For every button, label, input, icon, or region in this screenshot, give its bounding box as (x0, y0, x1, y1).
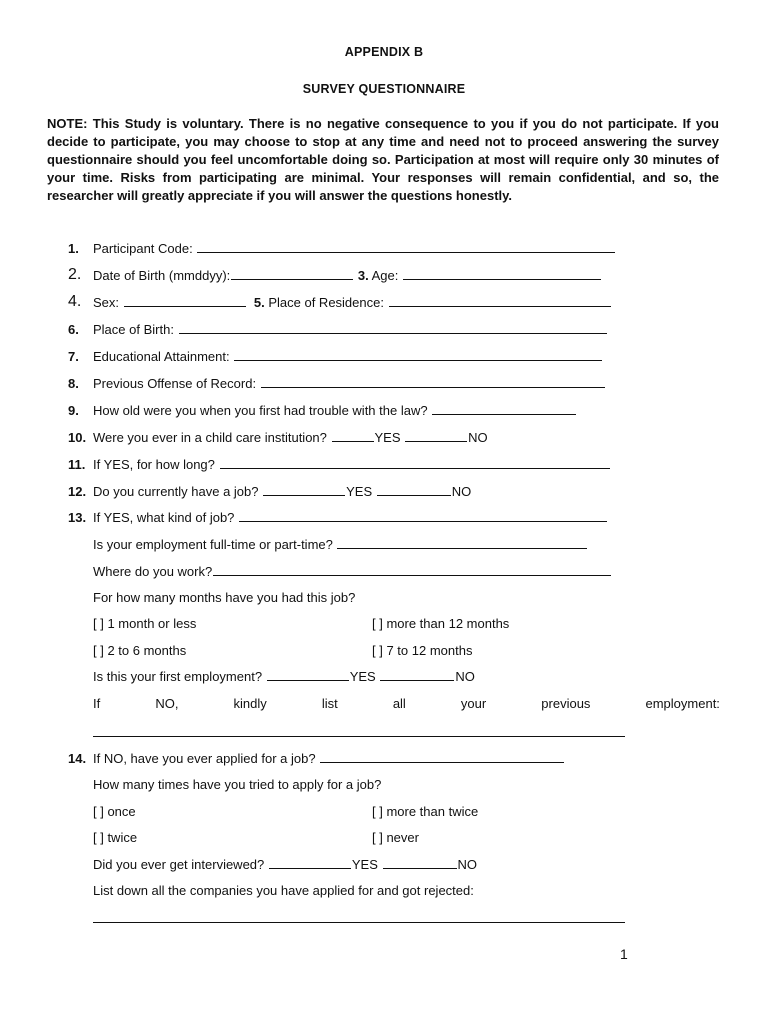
place-of-birth-field[interactable] (179, 321, 607, 334)
question-number: 6. (68, 322, 79, 337)
no-blank[interactable] (377, 483, 451, 496)
question-label: Do you currently have a job? (93, 484, 259, 499)
months-question-row (0, 589, 768, 607)
word: employment: (645, 696, 720, 711)
question-9 (0, 402, 768, 420)
question-label: If NO, have you ever applied for a job? (93, 751, 316, 766)
employment-type-label: Is your employment full-time or part-time? (93, 537, 333, 552)
offense-field[interactable] (261, 375, 605, 388)
consent-note: NOTE: This Study is voluntary. There is no negative consequence to you if you do not participate. If you decide to participate, you may choose to stop at any time and need not to proceed answering the survey questionnaire should you feel uncomfortable doing so. Participation at most will require only 30 minutes of your time. Risks from participating are minimal. Your responses will remain confidential, and so, the researcher will greatly appreciate if you will answer the questions honestly. (47, 116, 719, 203)
question-label: Participant Code: (93, 241, 193, 256)
option-more-than-12-months[interactable]: [ ] more than 12 months (372, 616, 510, 631)
word: list (321, 696, 338, 711)
times-options-row-2 (0, 829, 768, 847)
question-number: 13. (68, 510, 87, 525)
question-label: How old were you when you first had trouble with the law? (93, 403, 428, 418)
first-employment-label: Is this your first employment? (93, 669, 263, 684)
rejected-companies-label: List down all the companies you have applied for and got rejected: (93, 883, 474, 898)
months-options-row-2 (0, 642, 768, 660)
no-label: NO (468, 430, 488, 445)
question-4 (0, 294, 768, 312)
question-label: If YES, what kind of job? (93, 510, 235, 525)
page-title: SURVEY QUESTIONNAIRE (302, 82, 466, 96)
no-label: NO (451, 484, 472, 499)
yes-blank[interactable] (269, 856, 351, 869)
question-label: Sex: (93, 295, 120, 310)
interviewed-row (0, 856, 768, 874)
question-6 (0, 321, 768, 339)
word: all (392, 696, 406, 711)
question-13 (0, 509, 768, 527)
question-number: 14. (68, 751, 87, 766)
education-field[interactable] (234, 348, 602, 361)
yes-label: YES (349, 669, 376, 684)
residence-label: Place of Residence: (268, 295, 384, 310)
question-number: 7. (68, 349, 79, 364)
question-number: 11. (68, 457, 86, 472)
times-options-row-1 (0, 803, 768, 821)
yes-label: YES (374, 430, 401, 445)
apply-times-question: How many times have you tried to apply for a job? (93, 777, 382, 792)
question-number: 1. (68, 241, 79, 256)
previous-employment-field[interactable] (93, 736, 625, 737)
apply-times-row (0, 776, 768, 794)
where-work-row (0, 563, 768, 581)
question-number-5: 5. (253, 295, 265, 310)
age-first-trouble-field[interactable] (432, 402, 576, 415)
question-label: Educational Attainment: (93, 349, 230, 364)
option-twice[interactable]: [ ] twice (93, 830, 138, 845)
word: your (460, 696, 487, 711)
question-10 (0, 429, 768, 447)
question-8 (0, 375, 768, 393)
option-more-than-twice[interactable]: [ ] more than twice (372, 804, 479, 819)
no-label: NO (457, 857, 478, 872)
no-blank[interactable] (380, 668, 454, 681)
previous-employment-prompt (93, 696, 720, 711)
applied-job-field[interactable] (320, 750, 564, 763)
residence-field[interactable] (389, 294, 611, 307)
word: If (93, 696, 101, 711)
job-kind-field[interactable] (239, 509, 607, 522)
question-14 (0, 750, 768, 768)
employment-type-field[interactable] (337, 536, 587, 549)
where-work-field[interactable] (213, 563, 611, 576)
question-label: Place of Birth: (93, 322, 174, 337)
sex-field[interactable] (124, 294, 246, 307)
question-number: 10. (68, 430, 87, 445)
date-of-birth-field[interactable] (231, 267, 353, 280)
months-question: For how many months have you had this job? (93, 590, 356, 605)
rejected-companies-field[interactable] (93, 922, 625, 923)
question-number-3: 3. (357, 268, 369, 283)
yes-label: YES (346, 484, 373, 499)
duration-field[interactable] (220, 456, 610, 469)
question-12 (0, 483, 768, 501)
yes-blank[interactable] (267, 668, 349, 681)
yes-label: YES (351, 857, 378, 872)
yes-blank[interactable] (332, 429, 374, 442)
question-number: 4. (68, 293, 82, 310)
option-once[interactable]: [ ] once (93, 804, 136, 819)
question-number: 12. (68, 484, 87, 499)
question-number: 8. (68, 376, 79, 391)
question-number: 9. (68, 403, 79, 418)
interviewed-label: Did you ever get interviewed? (93, 857, 265, 872)
question-1 (0, 240, 768, 258)
question-label: Previous Offense of Record: (93, 376, 257, 391)
age-label: Age: (371, 268, 399, 283)
word: previous (541, 696, 591, 711)
word: kindly (233, 696, 267, 711)
yes-blank[interactable] (263, 483, 345, 496)
question-number: 2. (68, 266, 82, 283)
option-7-to-12-months[interactable]: [ ] 7 to 12 months (372, 643, 473, 658)
question-label: Date of Birth (mmddyy): (93, 268, 231, 283)
employment-type-row (0, 536, 768, 554)
no-label: NO (455, 669, 475, 684)
question-7 (0, 348, 768, 366)
option-2-to-6-months[interactable]: [ ] 2 to 6 months (93, 643, 187, 658)
question-label: If YES, for how long? (93, 457, 215, 472)
rejected-row (0, 882, 768, 900)
question-2 (0, 267, 768, 285)
no-blank[interactable] (405, 429, 467, 442)
question-11 (0, 456, 768, 474)
participant-code-field[interactable] (197, 240, 615, 253)
no-blank[interactable] (383, 856, 457, 869)
months-options-row-1 (0, 615, 768, 633)
option-never[interactable]: [ ] never (372, 830, 419, 845)
word: NO, (155, 696, 179, 711)
question-label: Were you ever in a child care institution? (93, 430, 327, 445)
age-field[interactable] (403, 267, 601, 280)
where-work-label: Where do you work? (93, 564, 213, 579)
option-1-month-or-less[interactable]: [ ] 1 month or less (93, 616, 197, 631)
appendix-label: APPENDIX B (344, 45, 424, 59)
page-number: 1 (620, 946, 628, 962)
first-employment-row (0, 668, 768, 686)
